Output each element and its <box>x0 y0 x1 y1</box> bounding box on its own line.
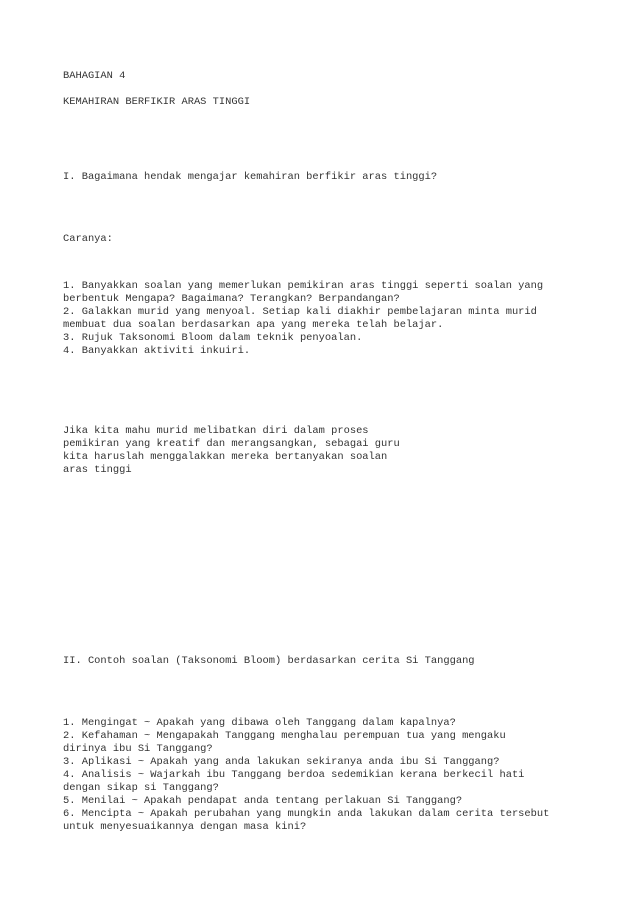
step-line: berbentuk Mengapa? Bagaimana? Terangkan? Berpandangan? <box>63 293 400 305</box>
paragraph-line: pemikiran yang kreatif dan merangsangkan, sebagai guru <box>63 438 400 450</box>
paragraph-line: kita haruslah menggalakkan mereka bertanyakan soalan <box>63 451 388 463</box>
example-line: 4. Analisis ~ Wajarkah ibu Tanggang berdoa sedemikian kerana berkecil hati <box>63 769 525 781</box>
step-line: 3. Rujuk Taksonomi Bloom dalam teknik penyoalan. <box>63 332 363 344</box>
step-line: 4. Banyakkan aktiviti inkuiri. <box>63 345 251 357</box>
caranya-label: Caranya: <box>63 233 113 245</box>
example-line: dirinya ibu Si Tanggang? <box>63 743 213 755</box>
step-line: 2. Galakkan murid yang menyoal. Setiap kali diakhir pembelajaran minta murid <box>63 306 537 318</box>
example-line: untuk menyesuaikannya dengan masa kini? <box>63 821 307 833</box>
chapter-title: KEMAHIRAN BERFIKIR ARAS TINGGI <box>63 96 251 108</box>
chapter-heading: BAHAGIAN 4 <box>63 70 126 82</box>
paragraph-line: aras tinggi <box>63 464 132 476</box>
section1-question: I. Bagaimana hendak mengajar kemahiran berfikir aras tinggi? <box>63 171 438 183</box>
example-line: 6. Mencipta ~ Apakah perubahan yang mungkin anda lakukan dalam cerita tersebut <box>63 808 550 820</box>
example-line: dengan sikap si Tanggang? <box>63 782 219 794</box>
example-line: 5. Menilai ~ Apakah pendapat anda tentang perlakuan Si Tanggang? <box>63 795 463 807</box>
step-line: 1. Banyakkan soalan yang memerlukan pemikiran aras tinggi seperti soalan yang <box>63 280 544 292</box>
example-line: 3. Aplikasi ~ Apakah yang anda lakukan sekiranya anda ibu Si Tanggang? <box>63 756 500 768</box>
example-line: 2. Kefahaman ~ Mengapakah Tanggang menghalau perempuan tua yang mengaku <box>63 730 506 742</box>
paragraph-line: Jika kita mahu murid melibatkan diri dalam proses <box>63 425 369 437</box>
step-line: membuat dua soalan berdasarkan apa yang mereka telah belajar. <box>63 319 444 331</box>
example-line: 1. Mengingat ~ Apakah yang dibawa oleh Tanggang dalam kapalnya? <box>63 717 456 729</box>
section2-title: II. Contoh soalan (Taksonomi Bloom) berdasarkan cerita Si Tanggang <box>63 655 475 667</box>
